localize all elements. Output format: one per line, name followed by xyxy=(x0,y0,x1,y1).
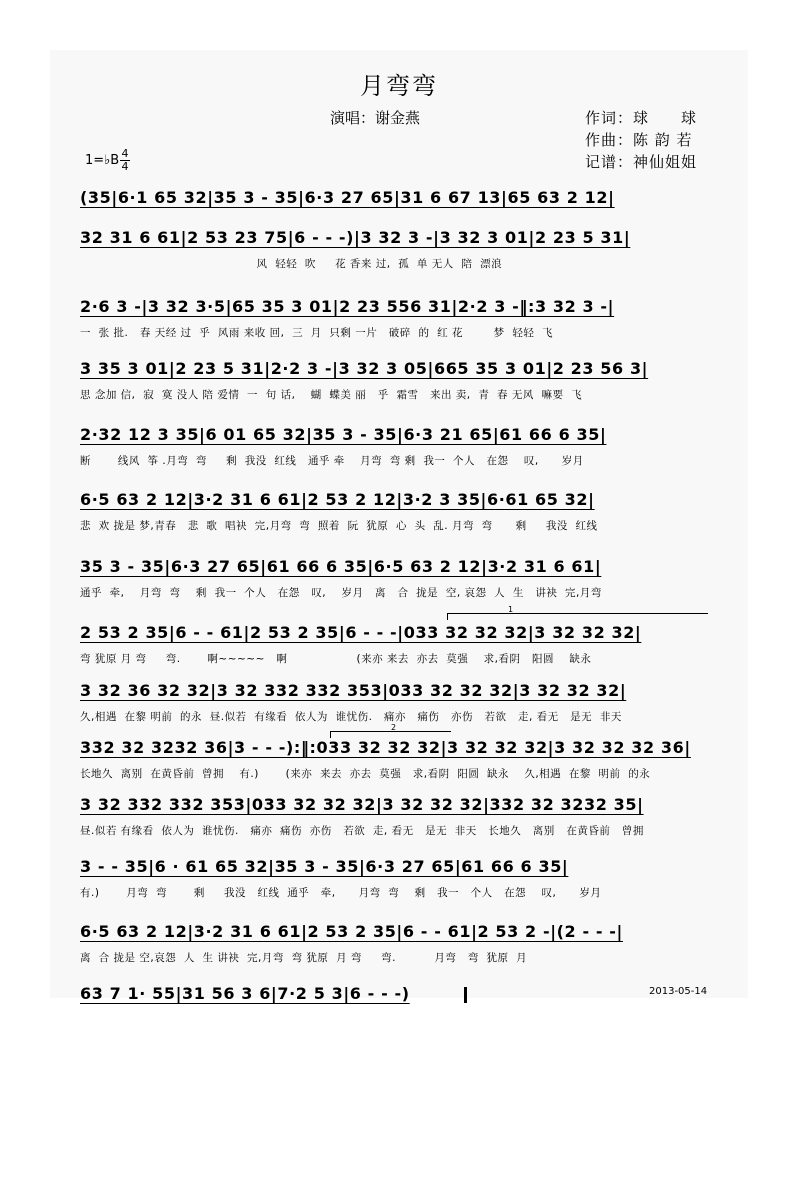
lyricist-credit: 作词：球 球 xyxy=(585,109,698,127)
lyrics-line: 一 张 批. 春 天经 过 乎 风雨 来收 回, 三 月 只剩 一片 破碎 的 红 花 梦 轻轻 飞 xyxy=(80,327,554,339)
notes-line: 3 35 3 01|2 23 5 31|2·2 3 -|3 32 3 05|665 35 3 01|2 23 56 3| xyxy=(80,359,649,378)
lyrics-line: 思 念加 信, 寂 寞 没人 陪 爱情 一 句 话, 蝴 蝶美 丽 乎 霜雪 来出 卖, 青 春 无风 嘛要 飞 xyxy=(80,389,583,401)
notes-line: 2·6 3 -|3 32 3·5|65 35 3 01|2 23 556 31|2·2 3 -‖:3 32 3 -| xyxy=(80,297,615,316)
key-signature: 1=♭B xyxy=(85,153,120,168)
transcriber-credit: 记谱：神仙姐姐 xyxy=(585,153,698,171)
notes-line: 32 31 6 61|2 53 23 75|6 - - -)|3 32 3 -|3 32 3 01|2 23 5 31| xyxy=(80,228,631,247)
lyrics-line: 悲 欢 拢是 梦,青春 悲 歌 唱袂 完,月弯 弯 照着 阮 犹原 心 头 乱. 月弯 弯 剩 我没 红线 xyxy=(80,520,598,532)
lyrics-line: 风 轻轻 吹 花 香来 过, 孤 单 无人 陪 漂浪 xyxy=(80,258,503,270)
notes-line: 35 3 - 35|6·3 27 65|61 66 6 35|6·5 63 2 12|3·2 31 6 61| xyxy=(80,557,602,576)
notes-line: 3 32 36 32 32|3 32 332 332 353|033 32 32 32|3 32 32 32| xyxy=(80,681,627,700)
notes-line: 332 32 3232 36|3 - - -):‖:033 32 32 32|3 32 32 32|3 32 32 32 36| xyxy=(80,738,691,757)
first-ending-number: 1 xyxy=(508,605,514,614)
first-ending-bracket xyxy=(447,605,708,620)
lyrics-line: 离 合 拢是 空,哀怨 人 生 讲袂 完,月弯 弯 犹原 月 弯 弯. 月弯 弯 犹原 月 xyxy=(80,952,528,964)
lyrics-line: 断 线风 筝 .月弯 弯 剩 我没 红线 通乎 牵 月弯 弯 剩 我一 个人 在怨 叹, 岁月 xyxy=(80,455,584,467)
time-signature xyxy=(120,148,130,173)
date-stamp: 2013-05-14 xyxy=(649,986,708,997)
notes-line: (35|6·1 65 32|35 3 - 35|6·3 27 65|31 6 67 13|65 63 2 12| xyxy=(80,188,615,207)
lyrics-line: 弯 犹原 月 弯 弯. 啊~~~~~ 啊 (来亦 来去 亦去 莫强 求,看阴 阳圆 缺永 xyxy=(80,653,592,665)
time-top: 4 xyxy=(121,147,129,160)
notes-line: 63 7 1· 55|31 56 3 6|7·2 5 3|6 - - -) xyxy=(80,984,410,1003)
notes-line: 6·5 63 2 12|3·2 31 6 61|2 53 2 35|6 - - 61|2 53 2 -|(2 - - -| xyxy=(80,922,623,941)
second-ending-bracket xyxy=(330,723,451,738)
notes-line: 2 53 2 35|6 - - 61|2 53 2 35|6 - - -|033 32 32 32|3 32 32 32| xyxy=(80,623,642,642)
notes-line: 3 - - 35|6 · 61 65 32|35 3 - 35|6·3 27 65|61 66 6 35| xyxy=(80,857,569,876)
song-title: 月弯弯 xyxy=(360,72,438,100)
time-bottom: 4 xyxy=(121,160,129,173)
notes-line: 3 32 332 332 353|033 32 32 32|3 32 32 32|332 32 3232 35| xyxy=(80,795,644,814)
lyrics-line: 久,相遇 在黎 明前 的永 昼.似若 有缘看 依人为 谁忧伤. 痛亦 痛伤 亦伤 若欲 走, 看无 是无 非天 xyxy=(80,711,622,723)
singer-credit: 演唱：谢金燕 xyxy=(330,109,421,127)
second-ending-number: 2 xyxy=(391,723,397,732)
notes-line: 6·5 63 2 12|3·2 31 6 61|2 53 2 12|3·2 3 35|6·61 65 32| xyxy=(80,490,595,509)
composer-credit: 作曲：陈 韵 若 xyxy=(585,131,693,149)
lyrics-line: 有.) 月弯 弯 剩 我没 红线 通乎 牵, 月弯 弯 剩 我一 个人 在怨 叹, 岁月 xyxy=(80,887,602,899)
lyrics-line: 长地久 离别 在黄昏前 曾拥 有.) (来亦 来去 亦去 莫强 求,看阴 阳圆 缺永 久,相遇 在黎 明前 的永 xyxy=(80,768,651,780)
lyrics-line: 昼.似若 有缘看 依人为 谁忧伤. 痛亦 痛伤 亦伤 若欲 走, 看无 是无 非天 长地久 离别 在黄昏前 曾拥 xyxy=(80,825,644,837)
lyrics-line: 通乎 牵, 月弯 弯 剩 我一 个人 在怨 叹, 岁月 离 合 拢是 空, 哀怨 人 生 讲袂 完,月弯 xyxy=(80,587,602,599)
notes-line: 2·32 12 3 35|6 01 65 32|35 3 - 35|6·3 21 65|61 66 6 35| xyxy=(80,425,607,444)
final-barline xyxy=(464,987,467,1003)
